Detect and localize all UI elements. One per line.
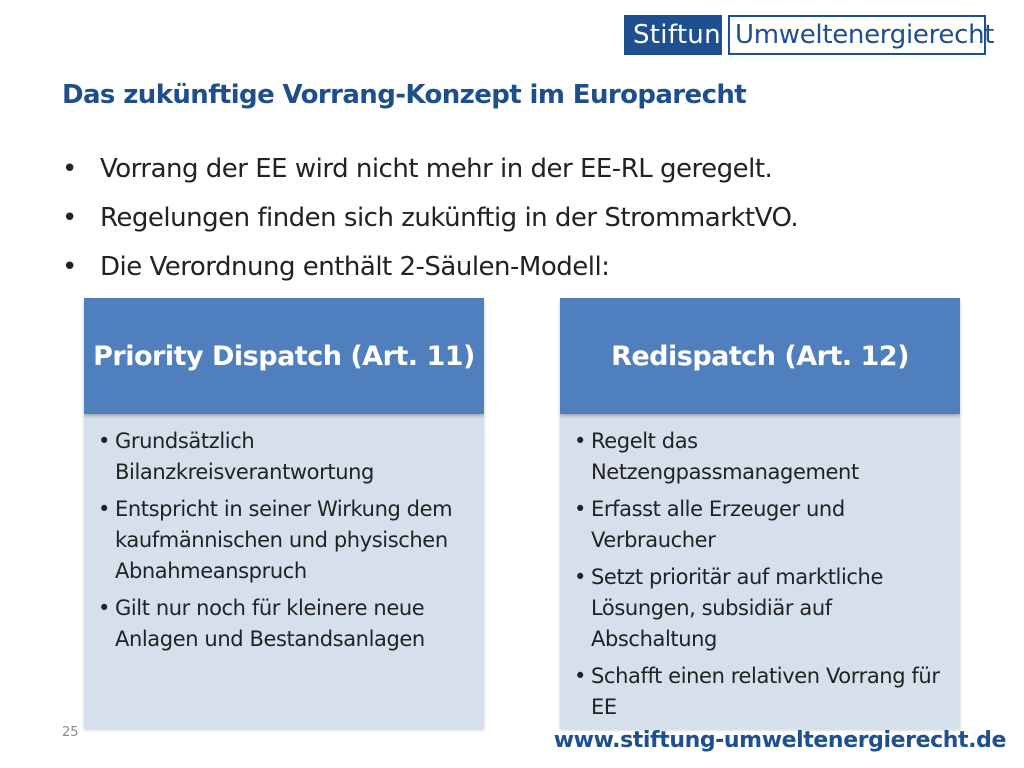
list-item-text: Grundsätzlich Bilanzkreisverantwortung xyxy=(115,429,374,484)
bullet-icon: • xyxy=(62,252,77,282)
pillar-heading: Redispatch (Art. 12) xyxy=(560,298,960,414)
list-item-text: Gilt nur noch für kleinere neue Anlagen und Bestandsanlagen xyxy=(115,596,425,651)
list-item xyxy=(98,494,474,587)
footer-url: www.stiftung-umweltenergierecht.de xyxy=(553,728,1006,753)
pillar-body xyxy=(560,414,960,729)
bullet-icon: • xyxy=(574,497,586,521)
pillar-list xyxy=(574,426,950,723)
list-item-text: Schafft einen relativen Vorrang für EE xyxy=(591,664,940,719)
bullet-icon: • xyxy=(62,154,77,184)
list-item xyxy=(574,426,950,488)
logo-stiftung: Stiftung xyxy=(624,15,722,55)
bullet-text: Die Verordnung enthält 2-Säulen-Modell: xyxy=(100,252,610,282)
bullet-item xyxy=(62,197,798,246)
bullet-text: Regelungen finden sich zukünftig in der StrommarktVO. xyxy=(100,203,799,233)
list-item xyxy=(574,661,950,723)
pillar-heading: Priority Dispatch (Art. 11) xyxy=(84,298,484,414)
bullet-icon: • xyxy=(574,664,586,688)
logo-umweltenergierecht: Umweltenergierecht xyxy=(728,15,986,55)
bullet-icon: • xyxy=(98,429,110,453)
list-item xyxy=(98,426,474,488)
list-item-text: Erfasst alle Erzeuger und Verbraucher xyxy=(591,497,845,552)
list-item-text: Setzt prioritär auf marktliche Lösungen, subsidiär auf Abschaltung xyxy=(591,565,883,651)
pillar-priority-dispatch xyxy=(84,298,484,729)
list-item xyxy=(574,562,950,655)
list-item-text: Regelt das Netzengpassmanagement xyxy=(591,429,859,484)
bullet-item xyxy=(62,246,798,295)
list-item xyxy=(574,494,950,556)
bullet-icon: • xyxy=(62,203,77,233)
bullet-icon: • xyxy=(98,596,110,620)
list-item xyxy=(98,593,474,655)
pillar-list xyxy=(98,426,474,655)
pillar-body xyxy=(84,414,484,729)
bullet-item xyxy=(62,148,798,197)
bullet-icon: • xyxy=(98,497,110,521)
bullet-list xyxy=(62,148,798,295)
bullet-icon: • xyxy=(574,565,586,589)
slide-title: Das zukünftige Vorrang-Konzept im Europarecht xyxy=(62,80,747,110)
bullet-text: Vorrang der EE wird nicht mehr in der EE-RL geregelt. xyxy=(100,154,773,184)
list-item-text: Entspricht in seiner Wirkung dem kaufmännischen und physischen Abnahmeanspruch xyxy=(115,497,453,583)
page-number: 25 xyxy=(62,725,79,740)
logo xyxy=(624,15,995,55)
pillar-redispatch xyxy=(560,298,960,729)
bullet-icon: • xyxy=(574,429,586,453)
